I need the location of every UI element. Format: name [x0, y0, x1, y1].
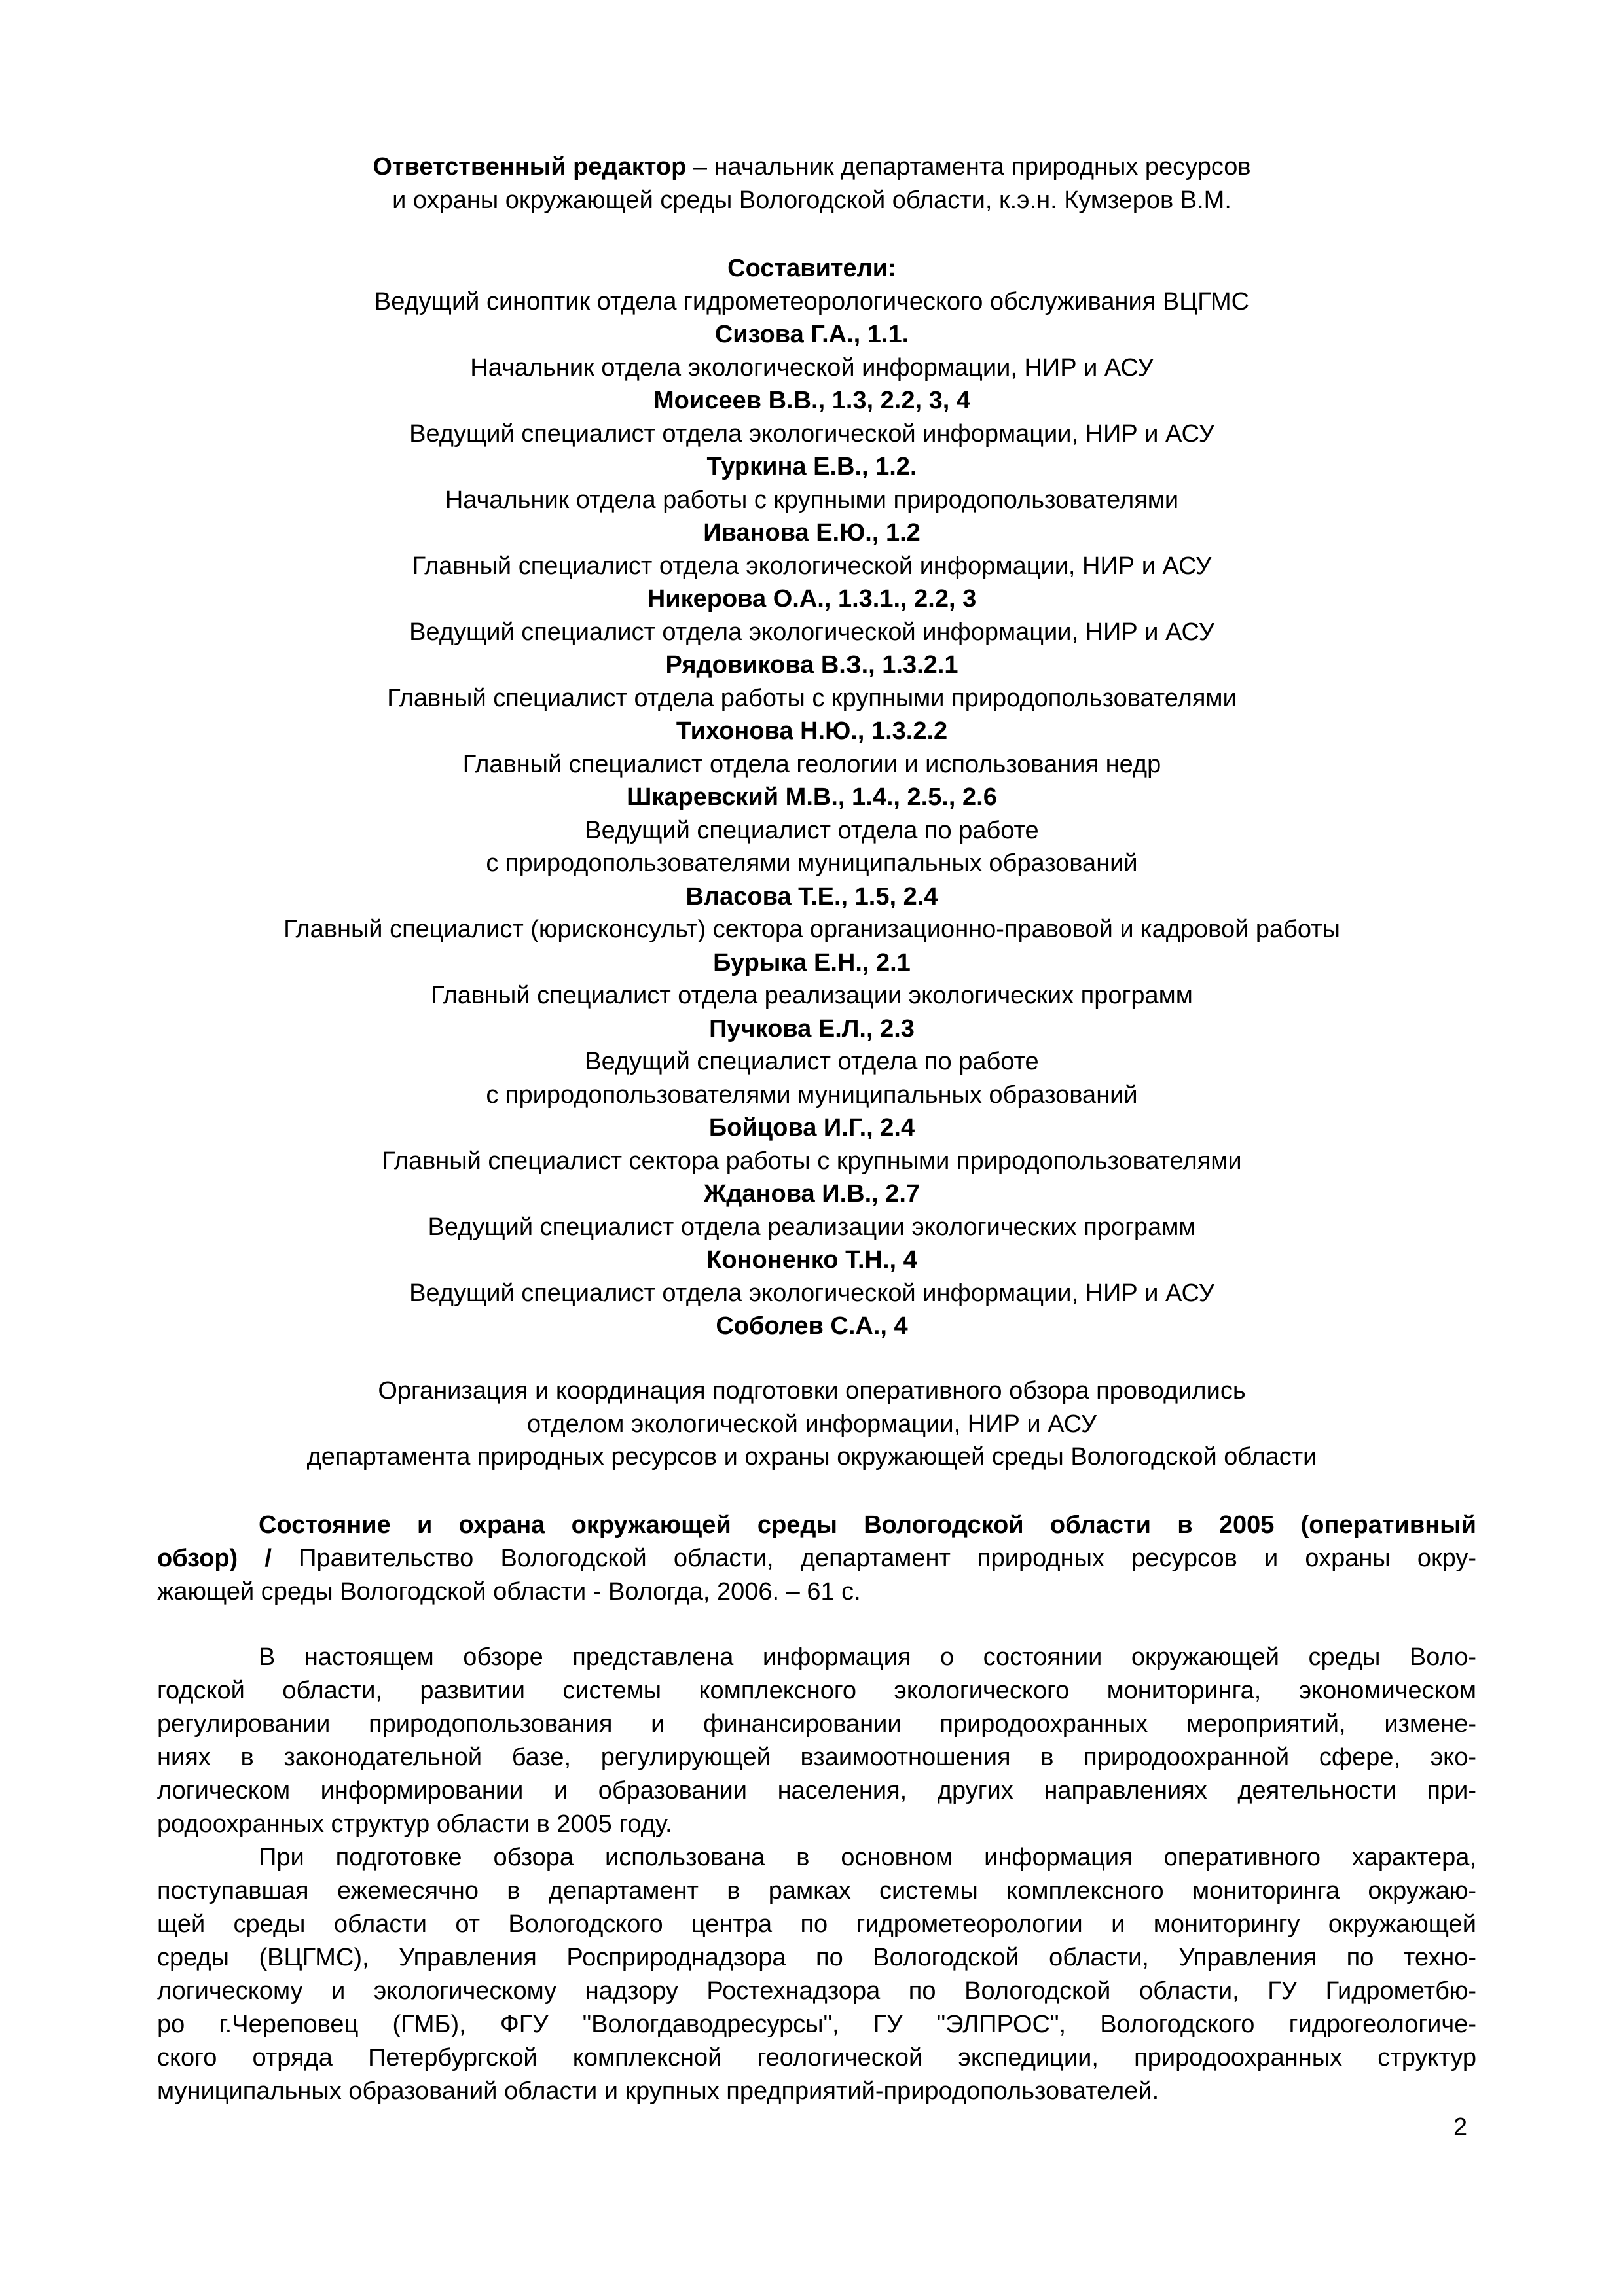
abstract-line: щей среды области от Вологодского центра по гидрометеорологии и мониторингу окружающей: [157, 1910, 1476, 1938]
abstract-line: В настоящем обзоре представлена информация о состоянии окружающей среды Воло-: [259, 1643, 1476, 1671]
abstract-line: поступавшая ежемесячно в департамент в рамках системы комплексного мониторинга окружаю-: [157, 1877, 1476, 1905]
compilers-list: [157, 252, 1467, 1343]
biblio-title-end: обзор) /: [157, 1545, 272, 1572]
biblio-line: [157, 1542, 1476, 1575]
compiler-position: с природопользователями муниципальных образований: [486, 850, 1138, 877]
compiler-position: Главный специалист (юрисконсульт) сектора организационно-правовой и кадровой работы: [283, 916, 1340, 943]
compiler-name: Туркина Е.В., 1.2.: [706, 453, 917, 480]
compiler-name: Иванова Е.Ю., 1.2: [703, 519, 921, 547]
page-number: 2: [1453, 2113, 1468, 2141]
compiler-name: Рядовикова В.З., 1.3.2.1: [665, 651, 958, 679]
bibliographic-reference: [157, 1509, 1476, 1609]
compiler-name: Бойцова И.Г., 2.4: [708, 1114, 915, 1141]
compiler-name: Сизова Г.А., 1.1.: [714, 321, 909, 348]
compiler-name: Власова Т.Е., 1.5, 2.4: [685, 882, 938, 910]
organization-line: отделом экологической информации, НИР и АСУ: [527, 1410, 1097, 1438]
compiler-name: Шкаревский М.В., 1.4., 2.5., 2.6: [627, 783, 997, 811]
compiler-position: с природопользователями муниципальных образований: [486, 1081, 1138, 1109]
compilers-heading: Составители:: [727, 255, 896, 282]
compiler-name: Бурыка Е.Н., 2.1: [713, 948, 911, 977]
compiler-position: Ведущий синоптик отдела гидрометеорологического обслуживания ВЦГМС: [374, 287, 1250, 315]
biblio-title-line: [157, 1509, 1476, 1542]
compiler-position: Начальник отдела работы с крупными природопользователями: [445, 486, 1179, 514]
abstract-line: годской области, развитии системы комплексного экологического мониторинга, экономическом: [157, 1677, 1476, 1704]
compiler-position: Ведущий специалист отдела по работе: [585, 816, 1039, 844]
compiler-position: Главный специалист отдела реализации экологических программ: [431, 982, 1193, 1009]
compiler-name: Моисеев В.В., 1.3, 2.2, 3, 4: [653, 387, 970, 414]
biblio-title: Состояние и охрана окружающей среды Вологодской области в 2005 (оперативный: [259, 1511, 1476, 1539]
compiler-position: Главный специалист отдела экологической информации, НИР и АСУ: [412, 552, 1212, 580]
biblio-line: жающей среды Вологодской области - Вологда, 2006. – 61 с.: [157, 1578, 861, 1605]
abstract: [157, 1641, 1476, 2108]
abstract-line: При подготовке обзора использована в основном информация оперативного характера,: [259, 1844, 1476, 1871]
abstract-line: среды (ВЦГМС), Управления Росприроднадзора по Вологодской области, Управления по техно-: [157, 1944, 1476, 1971]
biblio-publisher: Правительство Вологодской области, департамент природных ресурсов и охраны окру-: [271, 1545, 1476, 1572]
compiler-name: Жданова И.В., 2.7: [703, 1180, 921, 1208]
responsible-editor: [249, 151, 1375, 217]
abstract-line: родоохранных структур области в 2005 году.: [157, 1810, 672, 1838]
compiler-position: Главный специалист отдела геологии и использования недр: [462, 750, 1161, 778]
compiler-position: Главный специалист сектора работы с крупными природопользователями: [382, 1147, 1242, 1175]
organization-line: Организация и координация подготовки оперативного обзора проводились: [378, 1377, 1246, 1405]
organization-note: [157, 1374, 1467, 1474]
abstract-line: муниципальных образований области и крупных предприятий-природопользователей.: [157, 2077, 1159, 2105]
abstract-line: ниях в законодательной базе, регулирующей взаимоотношения в природоохранной сфере, эко-: [157, 1744, 1476, 1771]
compiler-position: Ведущий специалист отдела экологической информации, НИР и АСУ: [409, 420, 1214, 448]
abstract-line: ского отряда Петербургской комплексной геологической экспедиции, природоохранных структур: [157, 2044, 1476, 2072]
compiler-position: Ведущий специалист отдела по работе: [585, 1048, 1039, 1075]
abstract-line: логическому и экологическому надзору Ростехнадзора по Вологодской области, ГУ Гидрометбю-: [157, 1977, 1476, 2005]
organization-line: департамента природных ресурсов и охраны окружающей среды Вологодской области: [306, 1443, 1317, 1471]
compilers-entries: [157, 285, 1467, 1343]
editor-line-2: и охраны окружающей среды Вологодской области, к.э.н. Кумзеров В.М.: [392, 187, 1231, 214]
compiler-position: Ведущий специалист отдела экологической информации, НИР и АСУ: [409, 1279, 1214, 1307]
compiler-position: Ведущий специалист отдела реализации экологических программ: [428, 1213, 1196, 1241]
compiler-name: Пучкова Е.Л., 2.3: [709, 1014, 915, 1043]
abstract-line: регулировании природопользования и финансировании природоохранных мероприятий, измене-: [157, 1710, 1476, 1738]
abstract-line: ро г.Череповец (ГМБ), ФГУ "Вологдаводресурсы", ГУ "ЭЛПРОС", Вологодского гидрогеологиче-: [157, 2011, 1476, 2038]
compiler-name: Соболев С.А., 4: [716, 1312, 908, 1340]
compiler-name: Никерова О.А., 1.3.1., 2.2, 3: [647, 585, 977, 613]
editor-title: – начальник департамента природных ресурсов: [686, 153, 1251, 181]
editor-line-1: [249, 151, 1375, 184]
editor-label: Ответственный редактор: [373, 153, 687, 181]
abstract-line: логическом информировании и образовании населения, других направлениях деятельности при-: [157, 1777, 1476, 1804]
compiler-name: Тихонова Н.Ю., 1.3.2.2: [676, 717, 948, 745]
compiler-position: Начальник отдела экологической информации, НИР и АСУ: [470, 353, 1154, 382]
compiler-position: Ведущий специалист отдела экологической информации, НИР и АСУ: [409, 618, 1214, 646]
compiler-position: Главный специалист отдела работы с крупными природопользователями: [387, 684, 1237, 712]
compiler-name: Кононенко Т.Н., 4: [706, 1246, 917, 1274]
